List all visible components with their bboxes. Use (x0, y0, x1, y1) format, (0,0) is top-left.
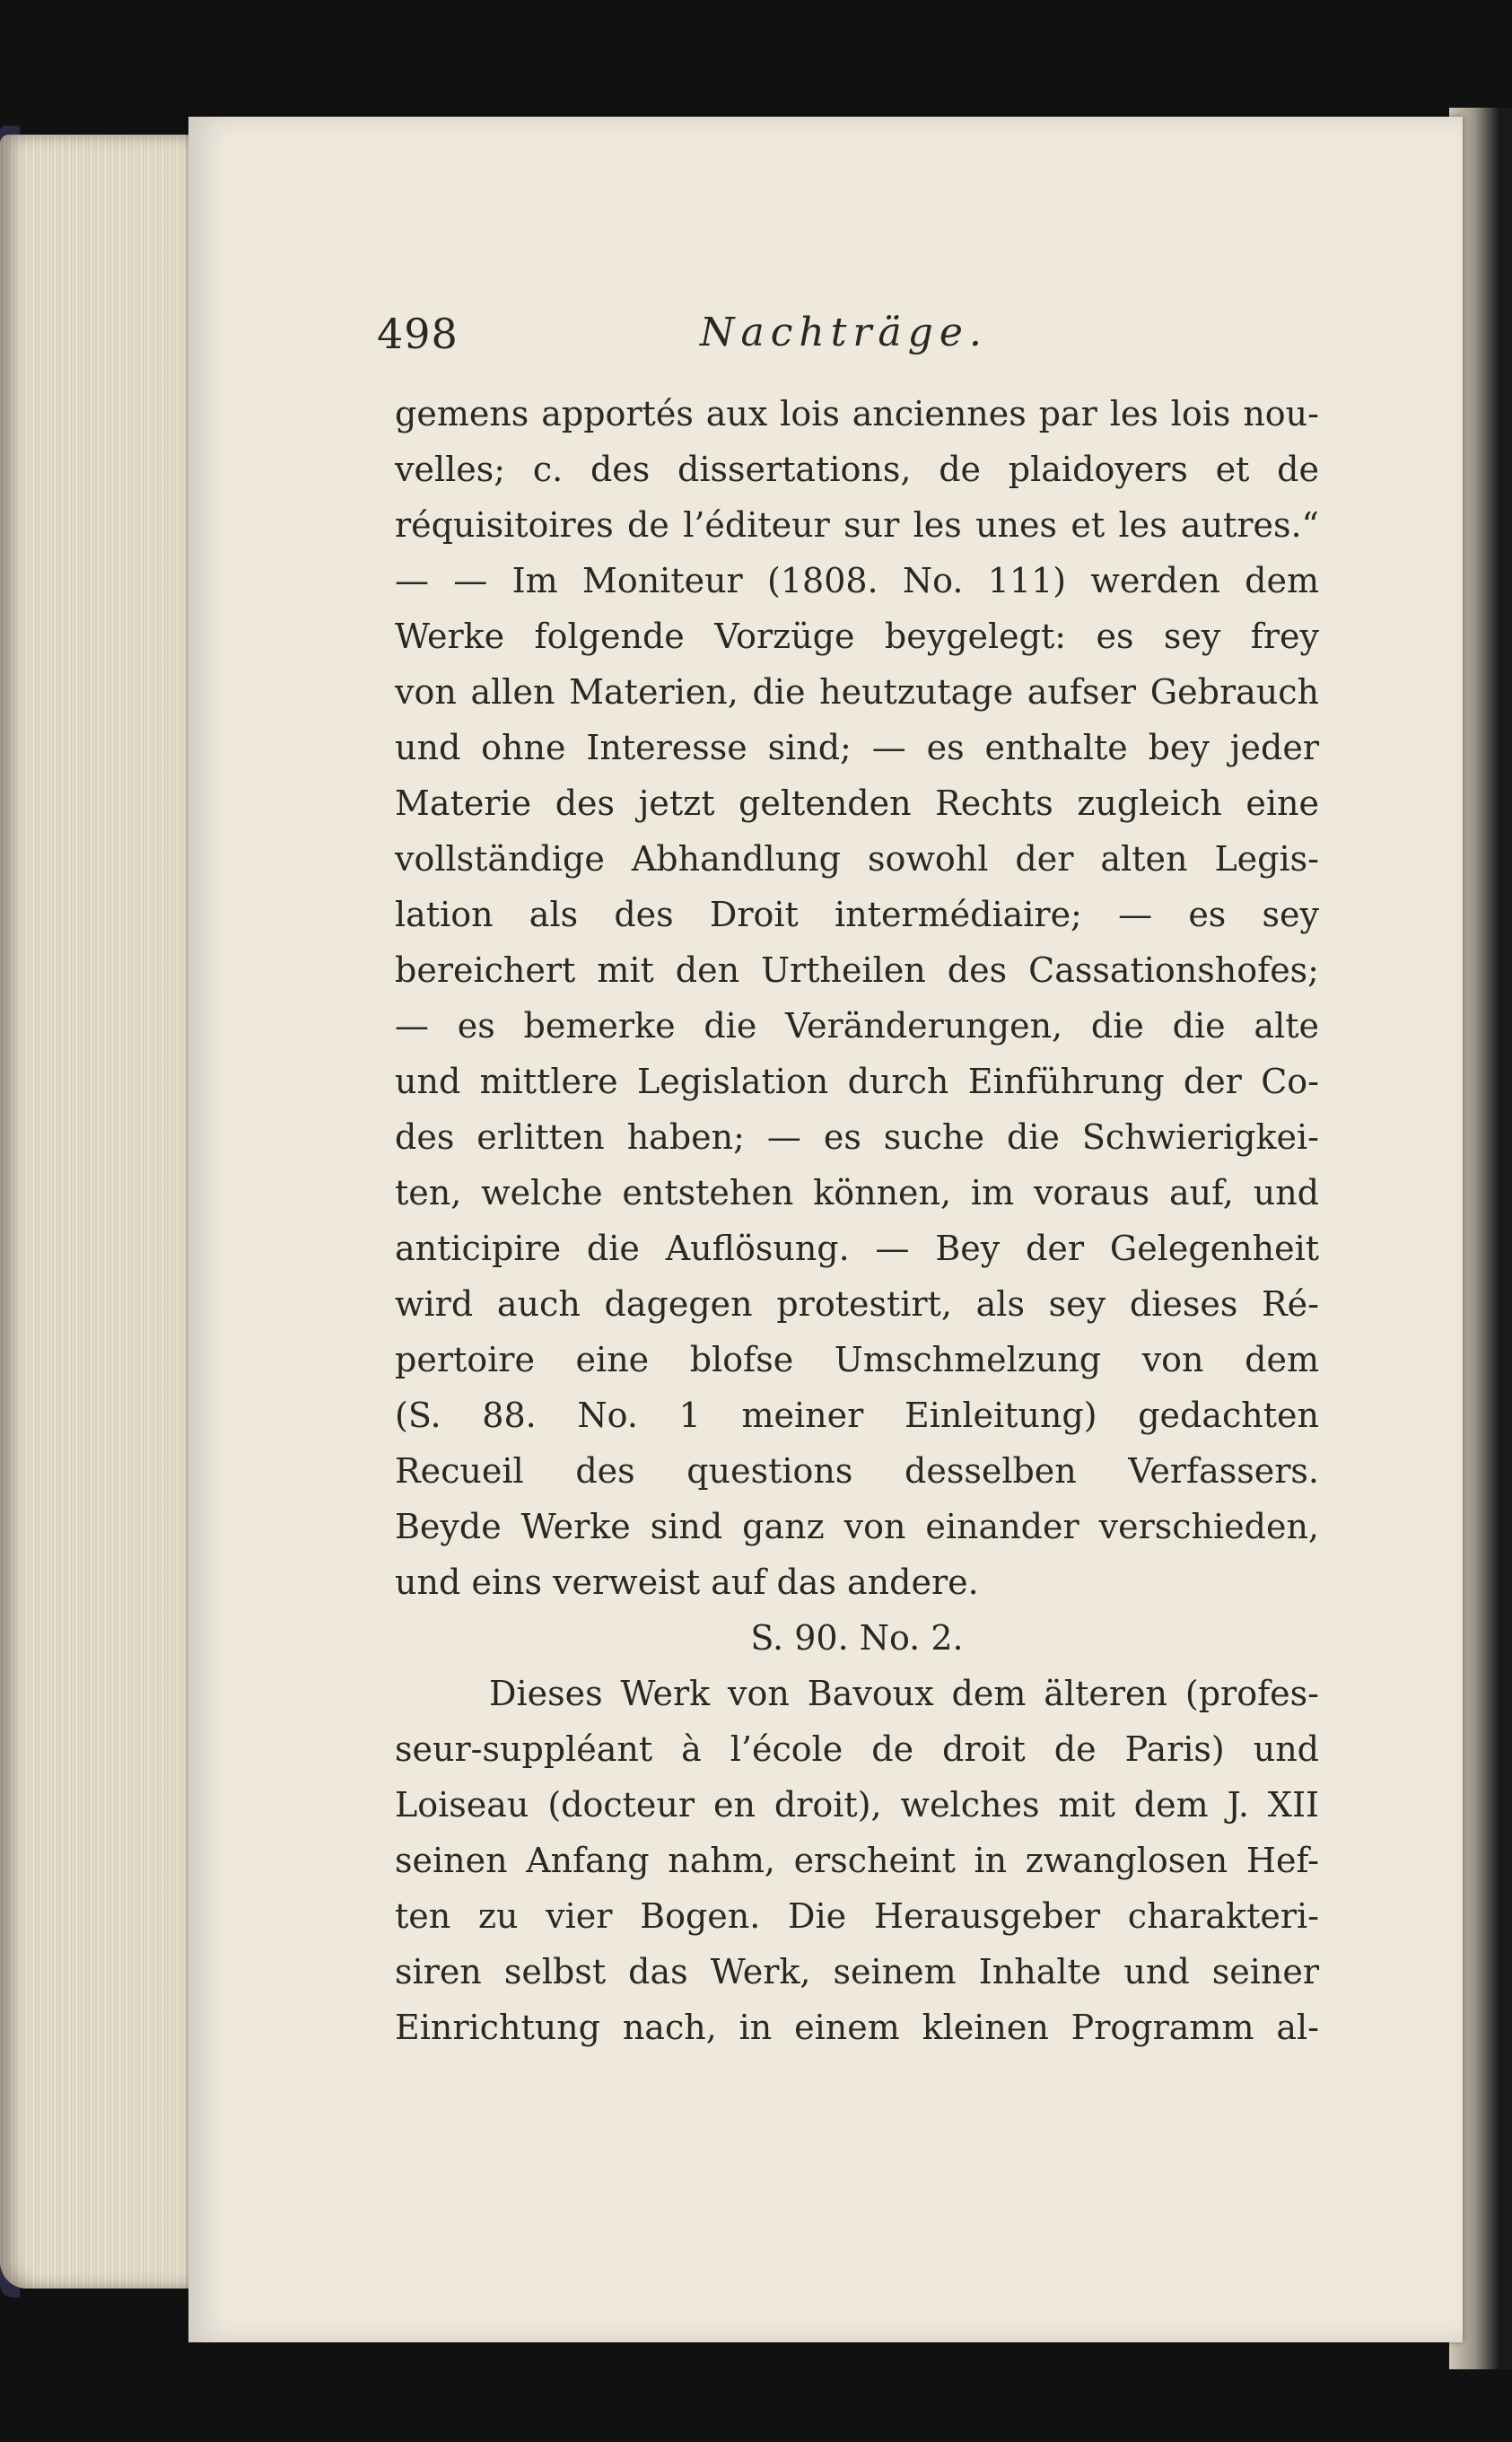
text-line: Beyde Werke sind ganz von einander verschieden, (395, 1507, 1319, 1546)
text-line: wird auch dagegen protestirt, als sey dieses Ré- (395, 1284, 1319, 1324)
text-line: Loiseau (docteur en droit), welches mit dem J. XII (395, 1785, 1319, 1825)
text-line: seinen Anfang nahm, erscheint in zwanglosen Hef- (395, 1841, 1319, 1880)
text-line: velles; c. des dissertations, de plaidoyers et de (395, 450, 1319, 489)
text-line: bereichert mit den Urtheilen des Cassationshofes; (395, 950, 1319, 990)
text-line: Recueil des questions desselben Verfassers. (395, 1451, 1319, 1491)
page-header (377, 310, 1346, 372)
text-line: siren selbst das Werk, seinem Inhalte und seiner (395, 1952, 1319, 1991)
text-line: ten zu vier Bogen. Die Herausgeber charakteri- (395, 1896, 1319, 1936)
text-line: und ohne Interesse sind; — es enthalte bey jeder (395, 728, 1319, 767)
text-line: vollständige Abhandlung sowohl der alten Legis- (395, 839, 1319, 879)
text-line: lation als des Droit intermédiaire; — es sey (395, 895, 1319, 934)
text-line: seur-suppléant à l’école de droit de Paris) und (395, 1729, 1319, 1769)
running-head: Nachträge. (700, 310, 988, 355)
text-line: und mittlere Legislation durch Einführung der Co- (395, 1062, 1319, 1101)
text-line: Werke folgende Vorzüge beygelegt: es sey frey (395, 617, 1319, 656)
text-line: des erlitten haben; — es suche die Schwierigkei- (395, 1117, 1319, 1157)
page-edges (0, 135, 206, 2289)
page-number: 498 (377, 310, 459, 358)
text-line: pertoire eine blofse Umschmelzung von dem (395, 1340, 1319, 1379)
text-line: und eins verweist auf das andere. (395, 1562, 979, 1602)
text-line: Einrichtung nach, in einem kleinen Programm al- (395, 2008, 1319, 2047)
text-line: — — Im Moniteur (1808. No. 111) werden dem (395, 561, 1319, 600)
section-heading: S. 90. No. 2. (750, 1618, 964, 1658)
text-line: anticipire die Auflösung. — Bey der Gelegenheit (395, 1229, 1319, 1268)
text-line: Dieses Werk von Bavoux dem älteren (profes- (489, 1674, 1319, 1713)
text-line: réquisitoires de l’éditeur sur les unes et les autres.“ (395, 505, 1319, 545)
page-body (395, 386, 1319, 2055)
text-line: von allen Materien, die heutzutage aufser Gebrauch (395, 672, 1319, 712)
text-line: Materie des jetzt geltenden Rechts zugleich eine (395, 783, 1319, 823)
text-line: ten, welche entstehen können, im voraus auf, und (395, 1173, 1319, 1212)
text-line: gemens apportés aux lois anciennes par les lois nou- (395, 394, 1319, 433)
text-line: — es bemerke die Veränderungen, die die alte (395, 1006, 1319, 1046)
text-line: (S. 88. No. 1 meiner Einleitung) gedachten (395, 1396, 1319, 1435)
